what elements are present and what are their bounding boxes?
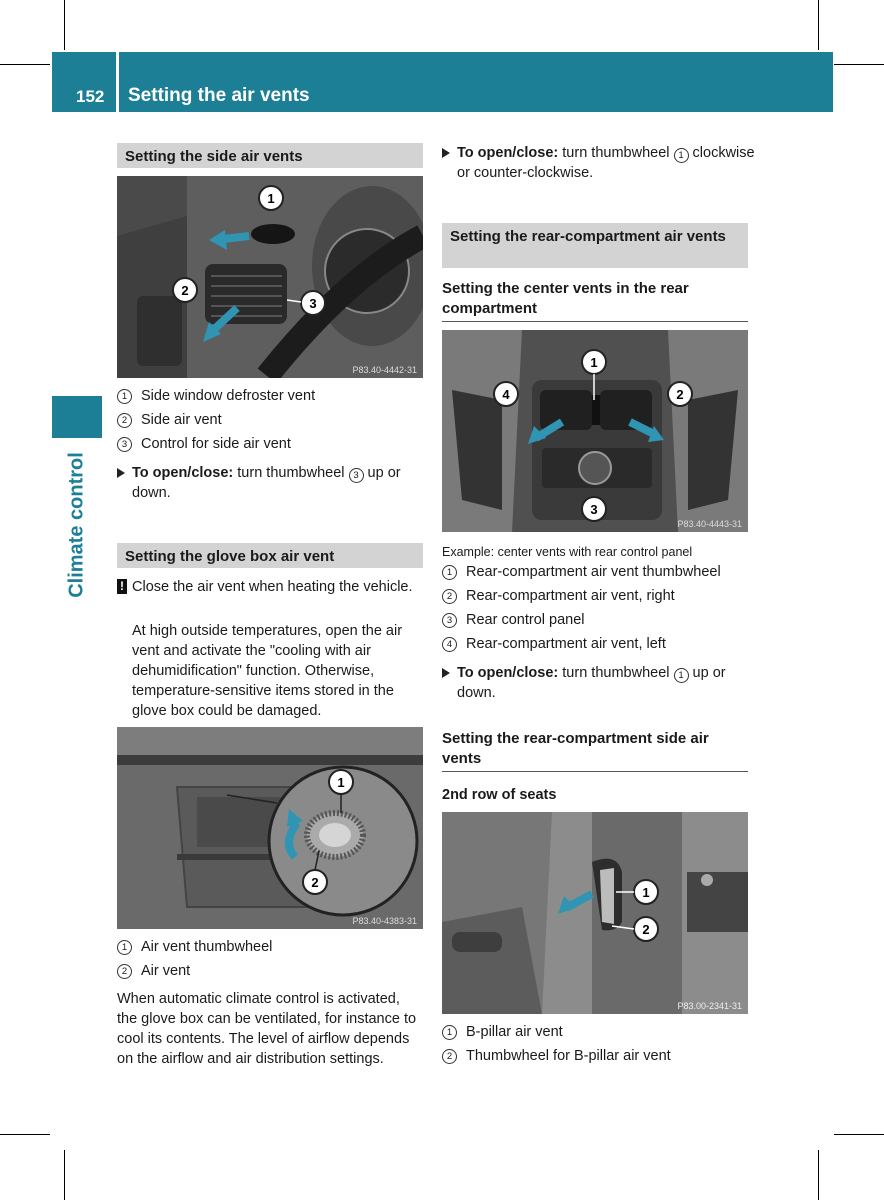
legend-item: 4 Rear-compartment air vent, left bbox=[442, 634, 748, 658]
instruction-step: To open/close: turn thumbwheel 1 up or down. bbox=[442, 663, 763, 703]
glove-box-body: When automatic climate control is activated, the glove box can be ventilated, for instance to cool its contents. The level of airflow depends on the airflow and air distribution settings. bbox=[117, 991, 417, 1067]
legend-b-pillar bbox=[442, 1022, 748, 1070]
crop-mark bbox=[64, 0, 65, 50]
svg-text:1: 1 bbox=[590, 355, 598, 370]
svg-text:3: 3 bbox=[590, 502, 598, 517]
subheading-side-vents-rear: Setting the rear-compartment side air vents bbox=[442, 729, 748, 772]
crop-mark bbox=[818, 1150, 819, 1200]
legend-glove-box bbox=[117, 937, 423, 985]
svg-text:1: 1 bbox=[642, 885, 650, 900]
legend-item: 1 Air vent thumbwheel bbox=[117, 937, 423, 961]
crop-mark bbox=[0, 1134, 50, 1135]
svg-text:2: 2 bbox=[181, 283, 189, 298]
legend-item: 2 Thumbwheel for B-pillar air vent bbox=[442, 1046, 748, 1070]
step-arrow-icon bbox=[117, 468, 125, 478]
image-code: P83.40-4443-31 bbox=[677, 519, 742, 529]
page-title: Setting the air vents bbox=[128, 85, 310, 106]
step-arrow-icon bbox=[442, 148, 450, 158]
crop-mark bbox=[834, 1134, 884, 1135]
crop-mark bbox=[64, 1150, 65, 1200]
image-code: P83.40-4442-31 bbox=[352, 365, 417, 375]
crop-mark bbox=[0, 64, 50, 65]
svg-text:1: 1 bbox=[337, 775, 345, 790]
rear-vents-photo bbox=[442, 330, 748, 532]
image-code: P83.40-4383-31 bbox=[352, 916, 417, 926]
warning-detail: At high outside temperatures, open the air vent and activate the "cooling with air dehumidification" function. Otherwise, temperature-sensitive items stored in the glove box could be damaged. bbox=[132, 623, 403, 719]
side-tab-marker bbox=[52, 396, 102, 438]
header-divider bbox=[116, 52, 119, 112]
svg-text:3: 3 bbox=[309, 296, 317, 311]
legend-item: 3 Control for side air vent bbox=[117, 434, 423, 458]
section-heading-glove-box: Setting the glove box air vent bbox=[117, 543, 423, 568]
legend-item: 3 Rear control panel bbox=[442, 610, 748, 634]
page-number: 152 bbox=[76, 87, 105, 106]
legend-rear-vents bbox=[442, 562, 748, 658]
instruction-step: To open/close: turn thumbwheel 3 up or down. bbox=[117, 463, 438, 503]
section-heading-side-vents: Setting the side air vents bbox=[117, 143, 423, 168]
legend-item: 1 Rear-compartment air vent thumbwheel bbox=[442, 562, 748, 586]
legend-item: 2 Side air vent bbox=[117, 410, 423, 434]
svg-text:4: 4 bbox=[502, 387, 510, 402]
legend-item: 1 Side window defroster vent bbox=[117, 386, 423, 410]
page-header bbox=[52, 52, 833, 112]
step-arrow-icon bbox=[442, 668, 450, 678]
image-code: P83.00-2341-31 bbox=[677, 1001, 742, 1011]
legend-item: 2 Rear-compartment air vent, right bbox=[442, 586, 748, 610]
svg-text:2: 2 bbox=[642, 922, 650, 937]
b-pillar-photo bbox=[442, 812, 748, 1014]
instruction-step: To open/close: turn thumbwheel 1 clockwise or counter-clockwise. bbox=[442, 143, 763, 183]
crop-mark bbox=[834, 64, 884, 65]
figure-caption: Example: center vents with rear control panel bbox=[442, 545, 693, 559]
section-heading-rear: Setting the rear-compartment air vents bbox=[442, 223, 748, 268]
subheading-2nd-row: 2nd row of seats bbox=[442, 787, 557, 803]
warning-note: ! Close the air vent when heating the vehicle. bbox=[117, 577, 423, 597]
glove-box-photo bbox=[117, 727, 423, 929]
crop-mark bbox=[818, 0, 819, 50]
svg-text:1: 1 bbox=[267, 191, 275, 206]
svg-text:2: 2 bbox=[311, 875, 319, 890]
legend-item: 1 B-pillar air vent bbox=[442, 1022, 748, 1046]
subheading-center-vents: Setting the center vents in the rear compartment bbox=[442, 279, 748, 322]
legend-side-vents bbox=[117, 386, 423, 458]
warning-icon: ! bbox=[117, 579, 127, 594]
svg-text:2: 2 bbox=[676, 387, 684, 402]
side-tab-label: Climate control bbox=[65, 452, 88, 598]
legend-item: 2 Air vent bbox=[117, 961, 423, 985]
side-vent-photo bbox=[117, 176, 423, 378]
